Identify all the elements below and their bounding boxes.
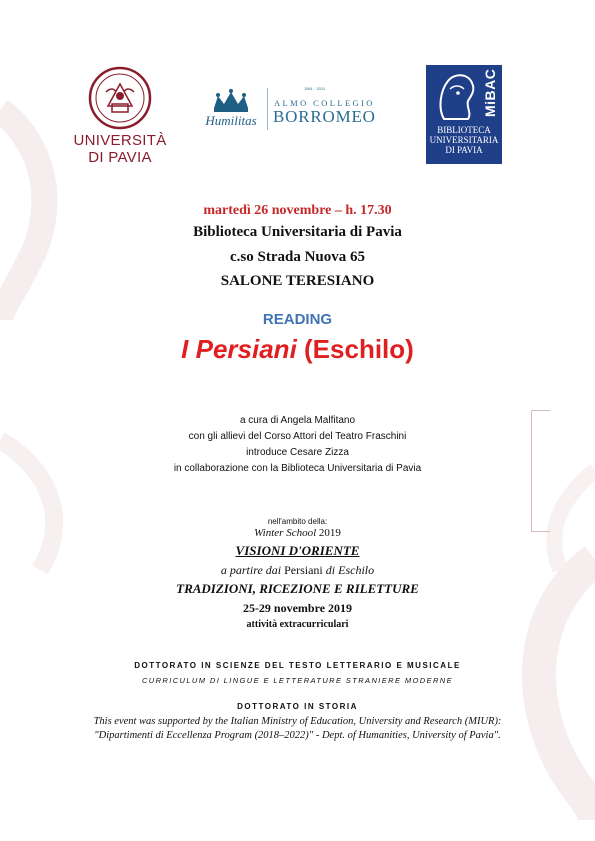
- school-theme-title: VISIONI D'ORIENTE: [235, 543, 360, 558]
- mibac-library-name: [426, 125, 502, 155]
- subtitle-part-c: di Eschilo: [322, 563, 375, 577]
- humilitas-motto: Humilitas: [205, 113, 257, 128]
- winter-school-label: Winter School: [254, 527, 317, 539]
- collegio-borromeo-logo: [200, 86, 380, 132]
- mibac-line2: UNIVERSITARIA: [429, 135, 499, 145]
- event-title-work: I Persiani: [181, 334, 297, 364]
- mibac-wordmark: MiBAC: [482, 68, 498, 117]
- winter-school-year: 2019: [316, 527, 341, 539]
- venue-room: SALONE TERESIANO: [220, 273, 375, 289]
- funding-line1: This event was supported by the Italian Ministry of Education, University and Research (MIUR):: [93, 716, 502, 727]
- event-kind: READING: [262, 311, 333, 328]
- doctorate-literature: DOTTORATO IN SCIENZE DEL TESTO LETTERARIO E MUSICALE: [134, 661, 461, 670]
- subtitle-part-a: a partire dai: [220, 563, 285, 577]
- credits-students: con gli allievi del Corso Attori del Teatro Fraschini: [188, 431, 407, 442]
- mibac-biblioteca-logo: [426, 65, 502, 164]
- logo-divider: [267, 88, 268, 130]
- event-title-author: (Eschilo): [296, 334, 414, 364]
- university-name-line2: DI PAVIA: [88, 149, 152, 166]
- university-seal-icon: [88, 66, 152, 130]
- universita-di-pavia-logo: [70, 66, 170, 166]
- funding-line2: "Dipartimenti di Eccellenza Program (2018–2022)" - Dept. of Humanities, University of Pavia".: [94, 730, 501, 741]
- event-date-time: martedì 26 novembre – h. 17.30: [203, 203, 392, 218]
- mibac-line3: DI PAVIA: [445, 145, 483, 155]
- curriculum-languages: CURRICULUM DI LINGUE E LETTERATURE STRANIERE MODERNE: [141, 676, 454, 685]
- borromeo-name: BORROMEO: [273, 107, 376, 126]
- borromeo-years: 1561 · 2011: [304, 86, 326, 91]
- subtitle-part-b: Persiani: [284, 563, 323, 577]
- school-theme-subtitle: [0, 563, 595, 578]
- credits-collaboration: in collaborazione con la Biblioteca Universitaria di Pavia: [173, 463, 422, 474]
- funding-statement: [0, 715, 595, 743]
- school-dates: 25-29 novembre 2019: [242, 601, 353, 615]
- school-context-label: nell'ambito della:: [267, 517, 328, 526]
- mibac-line1: BIBLIOTECA: [437, 125, 491, 135]
- borromeo-almo-collegio: ALMO COLLEGIO: [274, 98, 375, 108]
- credits-introduction: introduce Cesare Zizza: [246, 447, 349, 458]
- credits-block: [0, 413, 595, 477]
- winter-school-name: [0, 527, 595, 539]
- credits-curator: a cura di Angela Malfitano: [239, 415, 356, 426]
- doctorate-history: DOTTORATO IN STORIA: [237, 702, 358, 711]
- university-name: [70, 132, 170, 166]
- classical-head-icon: [434, 69, 478, 123]
- school-activity-type: attività extracurriculari: [246, 619, 349, 630]
- event-title: [0, 334, 595, 365]
- university-name-line1: UNIVERSITÀ: [73, 132, 167, 149]
- venue-name: Biblioteca Universitaria di Pavia: [193, 224, 402, 240]
- venue-address: c.so Strada Nuova 65: [229, 249, 365, 265]
- school-theme-topics: TRADIZIONI, RICEZIONE E RILETTURE: [176, 581, 419, 596]
